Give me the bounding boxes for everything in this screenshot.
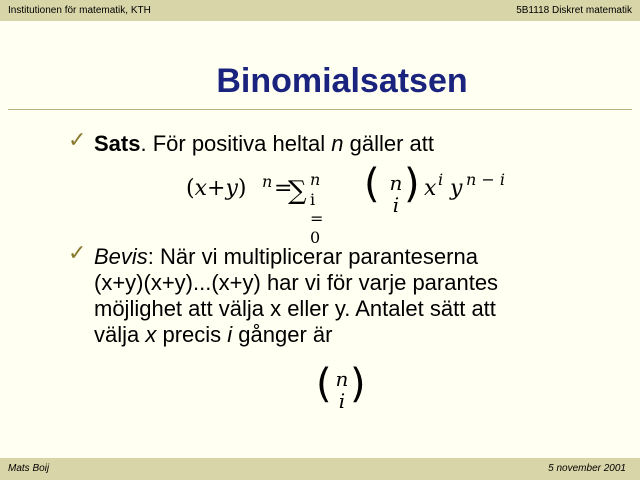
sum-lower-limit: i = 0 (310, 190, 324, 247)
lhs-plus: + (207, 176, 226, 201)
rhs-x: x (424, 176, 437, 201)
bevis-line-4-b: precis (156, 322, 228, 347)
footer-date: 5 november 2001 (548, 463, 626, 474)
sats-var-n: n (331, 131, 344, 156)
sum-upper-limit: n (310, 170, 321, 189)
binomial-coefficient (386, 172, 406, 216)
bevis-line-4-c: gånger är (232, 322, 333, 347)
formula-lhs (186, 176, 246, 201)
binom-open-paren: ( (364, 161, 380, 207)
check-icon: ✓ (68, 240, 87, 265)
title-divider (8, 109, 632, 110)
bevis-line-4-i: i (227, 322, 233, 347)
bevis-paragraph (94, 244, 614, 348)
final-binom-close-paren: ) (350, 361, 366, 407)
footer-author: Mats Boij (8, 463, 50, 474)
bevis-label: Bevis (94, 244, 148, 269)
rhs-exponent-n-minus-i: n − i (466, 170, 505, 189)
lhs-y: y (225, 176, 238, 201)
bevis-line-4 (94, 322, 614, 348)
lhs-exponent-n: n (262, 172, 273, 191)
rhs-y: y (450, 176, 463, 201)
header-bar (0, 0, 640, 21)
lhs-close-paren: ) (237, 176, 247, 201)
header-course: 5B1118 Diskret matematik (516, 5, 632, 16)
lhs-x: x (194, 176, 208, 201)
footer-bar (0, 458, 640, 480)
check-icon: ✓ (68, 127, 87, 152)
header-institution: Institutionen för matematik, KTH (8, 5, 151, 16)
bevis-line-3: möjlighet att välja x eller y. Antalet sätt att (94, 296, 496, 321)
rhs-exponent-i: i (438, 170, 444, 189)
final-binomial (316, 360, 366, 420)
sats-text-1: . För positiva heltal (140, 131, 332, 156)
binom-bottom: i (392, 193, 400, 217)
final-binom-open-paren: ( (316, 361, 332, 407)
equals-sign: = (274, 176, 293, 201)
bevis-line-4-a: välja (94, 322, 146, 347)
bevis-line-1-text: : När vi multiplicerar paranteserna (147, 244, 478, 269)
sats-label: Sats (94, 131, 141, 156)
bevis-line-2: (x+y)(x+y)...(x+y) har vi för varje parantes (94, 270, 499, 295)
sats-line (94, 131, 434, 157)
final-binom-bottom: i (338, 389, 346, 413)
lhs-open-paren: ( (186, 176, 195, 201)
bevis-line-1 (94, 244, 614, 270)
slide-title: Binomialsatsen (216, 62, 468, 100)
final-binom-stack (332, 368, 352, 412)
binom-close-paren: ) (404, 161, 420, 207)
sats-text-2: gäller att (343, 131, 434, 156)
bevis-line-4-x: x (145, 322, 157, 347)
final-binom-top: n (335, 367, 349, 391)
binom-top: n (389, 171, 403, 195)
sum-symbol: ∑ (288, 176, 307, 206)
